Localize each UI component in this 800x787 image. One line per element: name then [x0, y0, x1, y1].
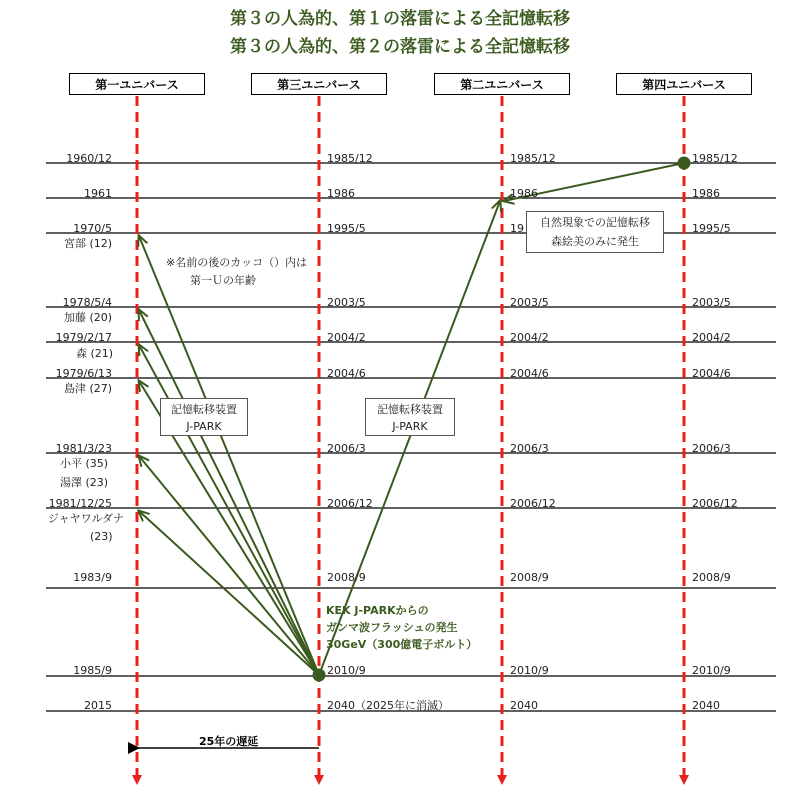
- date-u4-row-5: 2004/6: [692, 367, 731, 380]
- date-u2-row-10: 2040: [510, 699, 538, 712]
- date-u1-row-10: 2015: [84, 699, 112, 712]
- date-u3-row-3: 2003/5: [327, 296, 366, 309]
- date-u2-row-9: 2010/9: [510, 664, 549, 677]
- person-kato: 加藤 (20): [64, 311, 113, 324]
- date-u1-row-6: 1981/3/23: [55, 442, 112, 455]
- natural-transfer-line-2: 森絵美のみに発生: [551, 235, 639, 248]
- date-u2-row-8: 2008/9: [510, 571, 549, 584]
- date-u4-row-6: 2006/3: [692, 442, 731, 455]
- date-u1-row-5: 1979/6/13: [55, 367, 112, 380]
- universe-header-3: 第三ユニバース: [251, 73, 387, 95]
- natural-transfer-line-1: 自然現象での記憶転移: [540, 216, 650, 229]
- origin-dot-u4: [678, 157, 691, 170]
- title-line-1: 第３の人為的、第１の落雷による全記憶転移: [230, 9, 570, 29]
- age-note-line-1: ※名前の後のカッコ（）内は: [166, 256, 308, 269]
- device-box-right: [365, 398, 455, 436]
- date-u1-row-2: 1970/5: [73, 222, 112, 235]
- date-u2-row-3: 2003/5: [510, 296, 549, 309]
- arrow-to-kato: [139, 310, 319, 675]
- date-u1-row-7: 1981/12/25: [48, 497, 112, 510]
- date-u3-row-9: 2010/9: [327, 664, 366, 677]
- kek-line-1: KEK J-PARKからの: [326, 604, 429, 617]
- universe-header-2: 第二ユニバース: [434, 73, 570, 95]
- date-u2-row-4: 2004/2: [510, 331, 549, 344]
- arrow-to-miyabe: [139, 236, 319, 675]
- origin-dot-u3: [313, 669, 326, 682]
- date-u4-row-3: 2003/5: [692, 296, 731, 309]
- person-jayawardhana: ジャヤワルダナ: [48, 512, 125, 525]
- date-u2-row-0: 1985/12: [510, 152, 556, 165]
- person-yuzawa: 湯澤 (23): [60, 476, 109, 489]
- date-u1-row-4: 1979/2/17: [55, 331, 112, 344]
- person-jayawardhana-age: (23): [90, 530, 113, 543]
- date-u1-row-8: 1983/9: [73, 571, 112, 584]
- date-u3-row-5: 2004/6: [327, 367, 366, 380]
- date-u4-row-0: 1985/12: [692, 152, 738, 165]
- date-u4-row-9: 2010/9: [692, 664, 731, 677]
- person-mori: 森 (21): [76, 347, 114, 360]
- device-box-left-line-2: J-PARK: [186, 420, 222, 433]
- device-box-right-line-2: J-PARK: [392, 420, 428, 433]
- date-u4-row-7: 2006/12: [692, 497, 738, 510]
- date-u2-row-6: 2006/3: [510, 442, 549, 455]
- device-box-left-line-1: 記憶転移装置: [171, 403, 237, 416]
- natural-transfer-box: [526, 211, 664, 253]
- date-u3-row-7: 2006/12: [327, 497, 373, 510]
- universe-header-4: 第四ユニバース: [616, 73, 752, 95]
- universe-header-1: 第一ユニバース: [69, 73, 205, 95]
- date-u3-row-10: 2040（2025年に消滅）: [327, 699, 449, 712]
- arrow-to-kodaira: [139, 456, 319, 675]
- date-u4-row-2: 1995/5: [692, 222, 731, 235]
- date-u4-row-4: 2004/2: [692, 331, 731, 344]
- person-shimazu: 島津 (27): [64, 382, 113, 395]
- date-u1-row-1: 1961: [84, 187, 112, 200]
- date-u1-row-0: 1960/12: [66, 152, 112, 165]
- person-miyabe: 宮部 (12): [64, 237, 113, 250]
- date-u2-row-7: 2006/12: [510, 497, 556, 510]
- date-u3-row-0: 1985/12: [327, 152, 373, 165]
- device-box-right-line-1: 記憶転移装置: [377, 403, 443, 416]
- delay-label: 25年の遅延: [199, 735, 259, 748]
- date-u3-row-2: 1995/5: [327, 222, 366, 235]
- arrow-to-jayawardhana: [139, 511, 319, 675]
- device-box-left: [160, 398, 248, 436]
- kek-line-3: 30GeV（300億電子ボルト）: [326, 638, 478, 651]
- date-u2-row-2: 19: [510, 222, 524, 235]
- person-kodaira: 小平 (35): [60, 457, 109, 470]
- date-u3-row-1: 1986: [327, 187, 355, 200]
- kek-annotation: [326, 602, 477, 653]
- date-u2-row-5: 2004/6: [510, 367, 549, 380]
- date-u3-row-8: 2008/9: [327, 571, 366, 584]
- arrow-to-mori: [139, 345, 319, 675]
- kek-line-2: ガンマ波フラッシュの発生: [326, 621, 458, 634]
- date-u4-row-8: 2008/9: [692, 571, 731, 584]
- date-u1-row-9: 1985/9: [73, 664, 112, 677]
- date-u1-row-3: 1978/5/4: [62, 296, 112, 309]
- title-line-2: 第３の人為的、第２の落雷による全記憶転移: [230, 37, 570, 57]
- date-u4-row-1: 1986: [692, 187, 720, 200]
- date-u4-row-10: 2040: [692, 699, 720, 712]
- date-u3-row-4: 2004/2: [327, 331, 366, 344]
- date-u2-row-1: 1986: [510, 187, 538, 200]
- date-u3-row-6: 2006/3: [327, 442, 366, 455]
- age-note-line-2: 第一Ｕの年齢: [190, 274, 256, 287]
